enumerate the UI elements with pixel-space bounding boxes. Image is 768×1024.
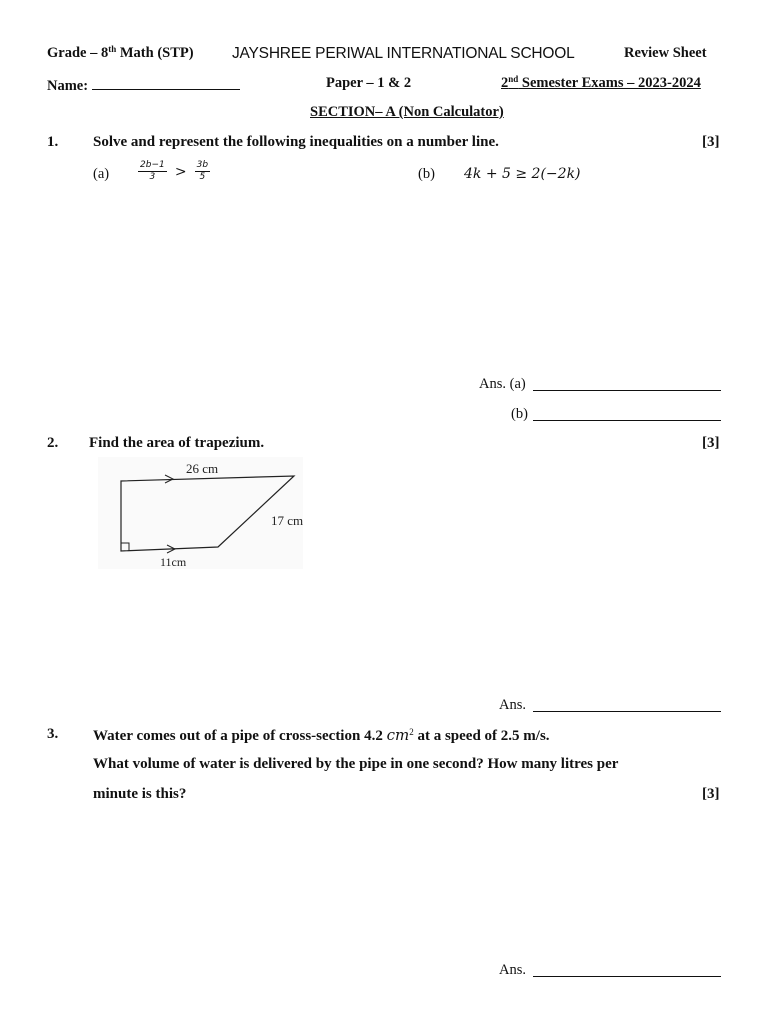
paper-label: Paper – 1 & 2 (326, 75, 412, 91)
school-name: JAYSHREE PERIWAL INTERNATIONAL SCHOOL (232, 45, 575, 62)
q1-part-b-label: (b) (418, 166, 435, 182)
q2-text: Find the area of trapezium. (89, 435, 265, 451)
q3-number: 3. (47, 726, 59, 742)
q3-line2: What volume of water is delivered by the pipe in one second? How many litres per (93, 756, 619, 772)
top-side-label: 26 cm (186, 461, 219, 476)
q2-marks: [3] (702, 435, 720, 451)
q2-ans-line[interactable] (533, 711, 721, 712)
q1-number: 1. (47, 134, 59, 150)
q3-line3: minute is this? (93, 786, 187, 802)
section-title: SECTION– A (Non Calculator) (310, 104, 504, 120)
grade-label: Grade – 8th Math (STP) (47, 44, 194, 61)
fraction-right: $\frac{3b}{5}$ (196, 160, 209, 182)
q1-ans-a-line[interactable] (533, 390, 721, 391)
q1-ans-a-label: Ans. (a) (479, 376, 526, 392)
q1-marks: [3] (702, 134, 720, 150)
q1-part-a-expression: $\frac{2b-1}{3}$ > $\frac{3b}{5}$ (140, 160, 209, 182)
q1-ans-b-line[interactable] (533, 420, 721, 421)
bottom-side-label: 11cm (160, 555, 187, 569)
q1-text: Solve and represent the following inequalities on a number line. (93, 134, 499, 150)
sheet-title: Review Sheet (624, 45, 707, 61)
q2-number: 2. (47, 435, 59, 451)
q3-ans-line[interactable] (533, 976, 721, 977)
q1-part-b-expression: 4k + 5 ≥ 2(−2k) (464, 166, 581, 182)
name-blank[interactable] (92, 75, 240, 90)
q3-marks: [3] (702, 786, 720, 802)
q2-ans-label: Ans. (499, 697, 526, 713)
q3-line1: Water comes out of a pipe of cross-section 4.2 $cm^2$ at a speed of 2.5 m/s. (93, 726, 550, 744)
slant-side-label: 17 cm (271, 513, 304, 528)
trapezium-diagram (92, 455, 322, 575)
name-label: Name: (47, 75, 240, 95)
q3-ans-label: Ans. (499, 962, 526, 978)
q1-ans-b-label: (b) (511, 406, 528, 422)
semester-label: 2nd Semester Exams – 2023-2024 (501, 74, 701, 91)
q1-part-a-label: (a) (93, 166, 110, 182)
fraction-left: $\frac{2b-1}{3}$ (140, 160, 165, 182)
